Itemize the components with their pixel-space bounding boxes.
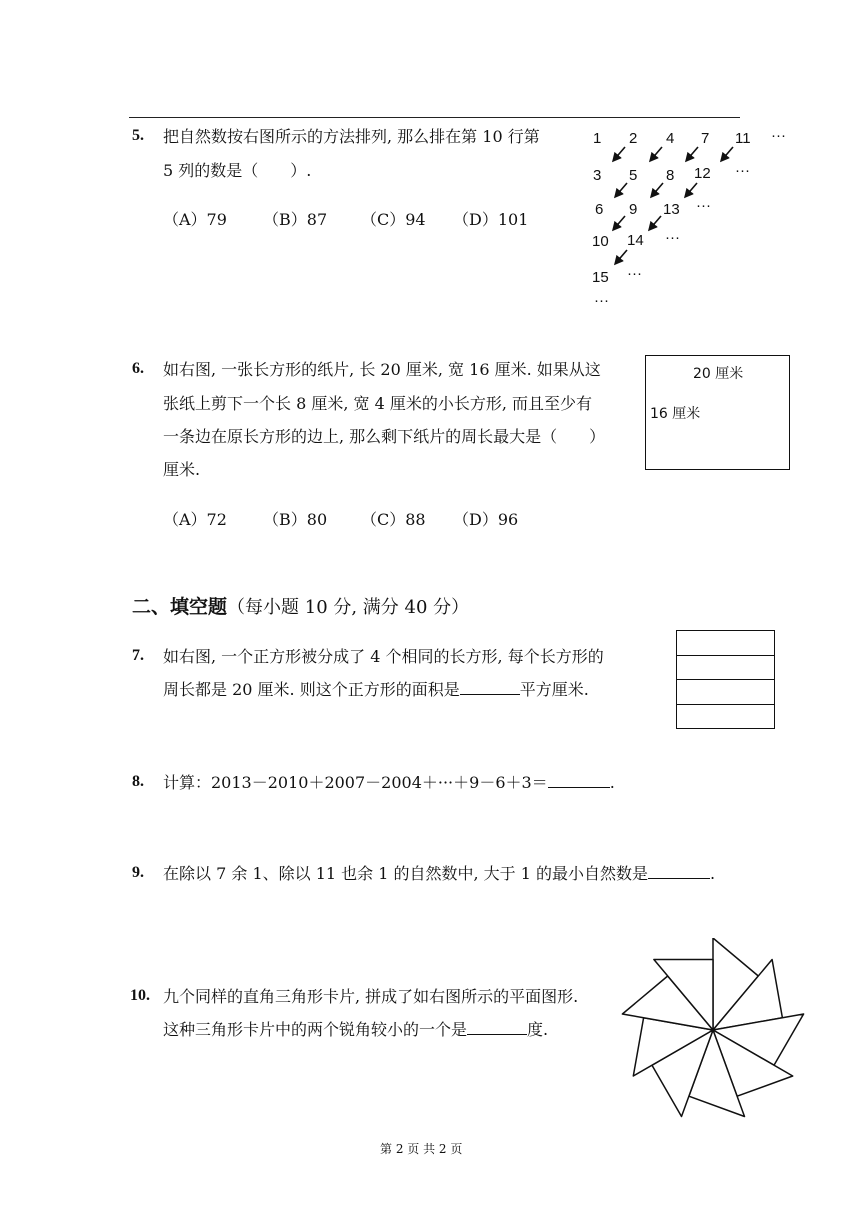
q5-number: 5. xyxy=(132,127,144,144)
grid-num: 10 xyxy=(592,233,609,250)
arrow-icon xyxy=(649,216,661,230)
arrow-icon xyxy=(613,147,625,161)
rectangle-paper-figure xyxy=(645,355,790,470)
q8-number: 8. xyxy=(132,773,144,790)
grid-ellipsis: ··· xyxy=(665,229,680,246)
grid-num: 1 xyxy=(593,130,602,147)
grid-num: 15 xyxy=(592,269,609,286)
q10-number: 10. xyxy=(130,987,150,1004)
q10-line-2 xyxy=(163,1013,548,1046)
grid-ellipsis: ··· xyxy=(627,265,642,282)
pinwheel-triangle-figure xyxy=(620,938,810,1128)
q6-option-d: （D）96 xyxy=(453,510,519,529)
arrow-icon xyxy=(721,147,733,161)
grid-num: 13 xyxy=(663,201,680,218)
page-footer: 第 2 页 共 2 页 xyxy=(380,1142,463,1156)
q7-answer-blank[interactable] xyxy=(460,678,520,695)
grid-num: 14 xyxy=(627,232,644,249)
grid-num: 6 xyxy=(595,201,604,218)
number-triangle-figure xyxy=(585,125,805,315)
section-title: 二、填空题 xyxy=(132,596,228,618)
q10-line-1: 九个同样的直角三角形卡片, 拼成了如右图所示的平面图形. xyxy=(163,987,579,1006)
square-figure xyxy=(676,630,775,729)
arrow-icon xyxy=(615,250,627,264)
grid-num: 8 xyxy=(666,167,675,184)
arrow-icon xyxy=(686,147,698,161)
divider-line xyxy=(677,704,774,705)
divider-line xyxy=(677,655,774,656)
q5-line-1: 把自然数按右图所示的方法排列, 那么排在第 10 行第 xyxy=(163,127,540,146)
q6-line-1: 如右图, 一张长方形的纸片, 长 20 厘米, 宽 16 厘米. 如果从这 xyxy=(163,360,601,379)
width-label: 16 厘米 xyxy=(650,406,701,422)
q7-line-2-end: 平方厘米. xyxy=(519,680,589,699)
q5-line-2: 5 列的数是（ ）. xyxy=(163,161,312,180)
grid-num: 4 xyxy=(666,130,675,147)
q7-line-1: 如右图, 一个正方形被分成了 4 个相同的长方形, 每个长方形的 xyxy=(163,647,604,666)
divider-line xyxy=(677,679,774,680)
q9-line xyxy=(163,857,715,890)
q6-line-3: 一条边在原长方形的边上, 那么剩下纸片的周长最大是（ ） xyxy=(163,427,606,446)
grid-num: 9 xyxy=(629,201,638,218)
q8-expression: 计算：2013－2010＋2007－2004＋···＋9－6＋3＝ xyxy=(163,773,548,792)
grid-num: 5 xyxy=(629,167,638,184)
grid-ellipsis: ··· xyxy=(771,127,786,144)
q6-line-2: 张纸上剪下一个长 8 厘米, 宽 4 厘米的小长方形, 而且至少有 xyxy=(163,394,593,413)
q10-answer-blank[interactable] xyxy=(467,1018,527,1035)
arrow-icon xyxy=(685,183,697,197)
grid-num: 2 xyxy=(629,130,638,147)
header-rule xyxy=(129,117,740,118)
arrow-icon xyxy=(615,183,627,197)
q8-end: . xyxy=(609,773,615,792)
q8-answer-blank[interactable] xyxy=(548,771,610,788)
q7-line-2 xyxy=(163,673,589,706)
grid-num: 12 xyxy=(694,165,711,182)
q7-number: 7. xyxy=(132,647,144,664)
q6-options xyxy=(163,507,518,530)
q9-answer-blank[interactable] xyxy=(648,862,710,879)
q5-option-b: （B）87 xyxy=(263,210,328,229)
q9-number: 9. xyxy=(132,864,144,881)
arrow-icon xyxy=(650,147,662,161)
grid-num: 7 xyxy=(701,130,710,147)
q5-option-c: （C）94 xyxy=(361,210,426,229)
q5-option-d: （D）101 xyxy=(453,210,529,229)
q6-line-4: 厘米. xyxy=(163,460,201,479)
q7-line-2-start: 周长都是 20 厘米. 则这个正方形的面积是 xyxy=(163,680,460,699)
q8-line xyxy=(163,766,615,799)
q10-line-2-end: 度. xyxy=(527,1020,549,1039)
arrow-icon xyxy=(651,183,663,197)
q6-option-b: （B）80 xyxy=(263,510,328,529)
q10-line-2-start: 这种三角形卡片中的两个锐角较小的一个是 xyxy=(163,1020,468,1039)
grid-ellipsis: ··· xyxy=(594,292,609,309)
q5-options xyxy=(163,207,528,230)
length-label: 20 厘米 xyxy=(693,366,744,382)
section-heading xyxy=(132,592,469,619)
q9-end: . xyxy=(710,864,716,883)
q5-option-a: （A）79 xyxy=(163,210,227,229)
q9-text: 在除以 7 余 1、除以 11 也余 1 的自然数中, 大于 1 的最小自然数是 xyxy=(163,864,649,883)
q6-number: 6. xyxy=(132,360,144,377)
section-subtitle: （每小题 10 分, 满分 40 分） xyxy=(227,597,470,618)
diagonal-arrows xyxy=(585,125,805,315)
grid-num: 11 xyxy=(735,130,751,147)
grid-num: 3 xyxy=(593,167,602,184)
q6-option-a: （A）72 xyxy=(163,510,227,529)
grid-ellipsis: ··· xyxy=(696,197,711,214)
q6-option-c: （C）88 xyxy=(361,510,426,529)
grid-ellipsis: ··· xyxy=(735,162,750,179)
arrow-icon xyxy=(613,216,625,230)
